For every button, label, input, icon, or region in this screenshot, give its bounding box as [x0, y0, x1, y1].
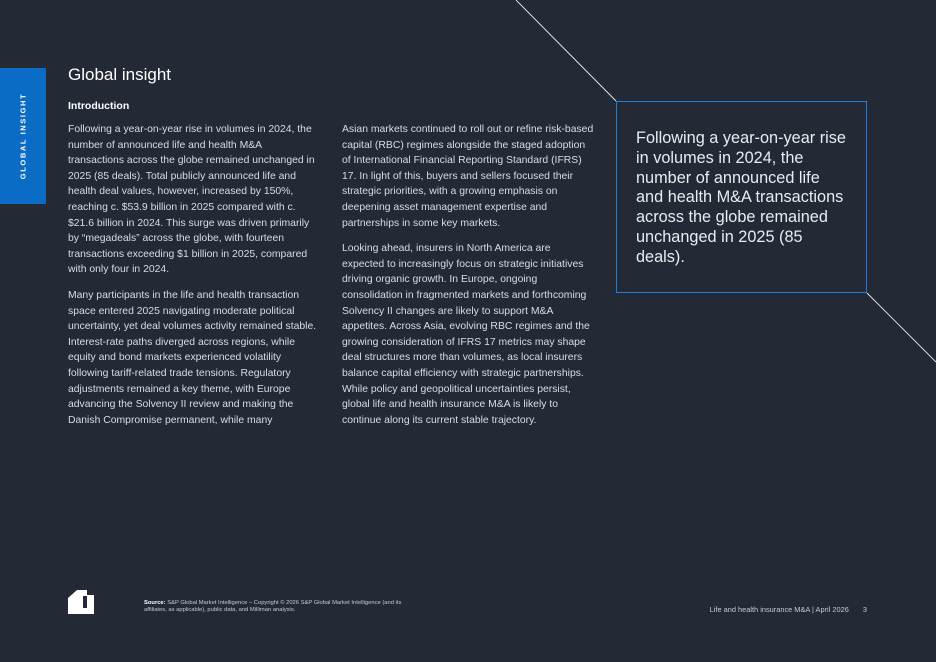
text-column-1: [68, 122, 320, 438]
milliman-logo-icon: [68, 590, 94, 614]
page-title: Global insight: [68, 65, 172, 84]
pull-quote-box: [616, 101, 867, 293]
paragraph: Asian markets continued to roll out or refine risk-based capital (RBC) regimes alongside the staged adoption of International Financial Reporting Standard (IFRS) 17. In light of this, buyers and sellers focused their strategic priorities, with a growing emphasis on deepening asset management expertise and partnerships in some key markets.: [342, 124, 594, 229]
page-number: 3: [862, 605, 867, 614]
text-column-2: [342, 122, 594, 438]
pull-quote-text: Following a year-on-year rise in volumes in 2024, the number of announced life and health M&A transactions across the globe remained unchanged in 2025 (85 deals).: [636, 129, 846, 266]
source-note: [144, 600, 404, 614]
paragraph: Many participants in the life and health transaction space entered 2025 navigating moderate political uncertainty, yet deal volumes activity remained stable. Interest-rate paths diverged across regions, while equity and bond markets experienced volatility following tariff-related trade tensions. Regulatory adjustments remained a key theme, with Europe advancing the Solvency II review and making the Danish Compromise permanent, while many: [68, 289, 317, 426]
source-label: Source:: [144, 600, 166, 606]
section-heading: Introduction: [68, 100, 130, 112]
section-side-tab: [0, 68, 46, 204]
page-footer: [710, 605, 867, 614]
paragraph: Looking ahead, insurers in North America are expected to increasingly focus on strategic initiatives driving organic growth. In Europe, ongoing consolidation in fragmented markets and forthcoming Solvency II changes are likely to support M&A appetites. Across Asia, evolving RBC regimes and the growing consideration of IFRS 17 metrics may shape deal structures more than volumes, as local insurers balance capital efficiency with strategic partnerships. While policy and geopolitical uncertainties persist, global life and health insurance M&A is likely to continue along its current stable trajectory.: [342, 243, 590, 426]
publication-title: Life and health insurance M&A | April 2026: [709, 605, 849, 614]
side-tab-label: GLOBAL INSIGHT: [18, 92, 28, 180]
source-text: S&P Global Market Intelligence – Copyright © 2026 S&P Global Market Intelligence (and its affiliates, as applicable), public data, and Milliman analysis.: [144, 600, 402, 613]
paragraph: Following a year-on-year rise in volumes in 2024, the number of announced life and health M&A transactions across the globe remained unchanged in 2025 (85 deals). Total publicly announced life and health deal values, however, increased by 150%, reaching c. $53.9 billion in 2025 compared with c. $21.6 billion in 2024. This surge was driven primarily by “megadeals” across the globe, with fourteen transactions exceeding $1 billion in 2025, compared with only four in 2024.: [68, 124, 315, 276]
